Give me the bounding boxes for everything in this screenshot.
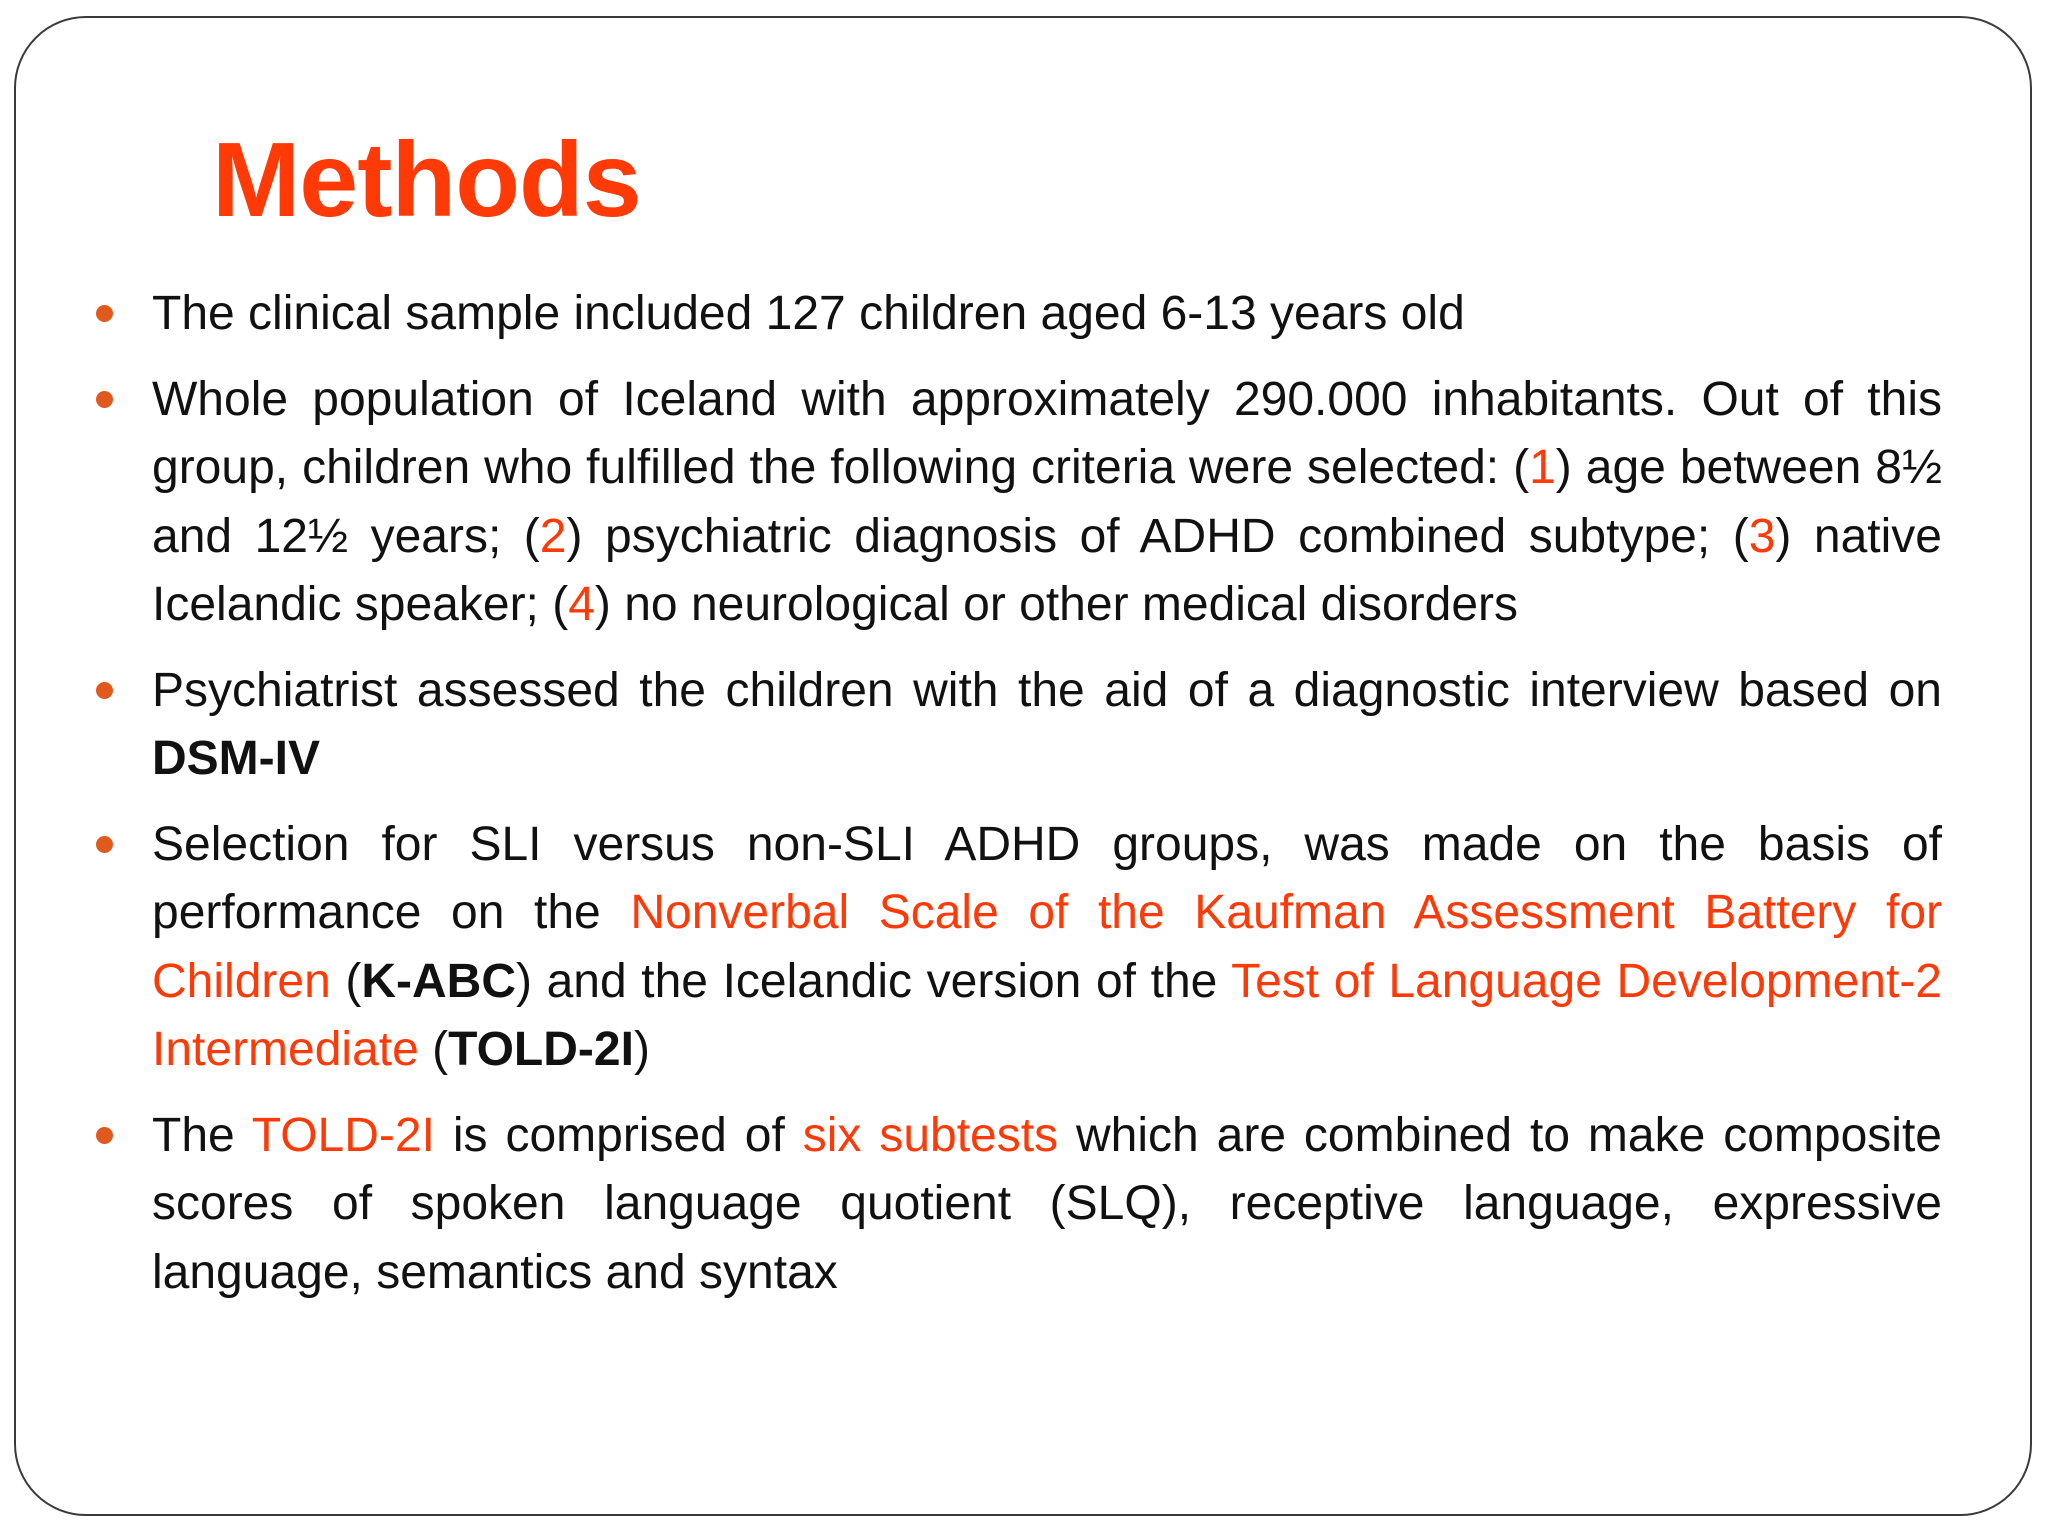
bullet-dot-icon: [96, 1127, 113, 1144]
bullet-dot-icon: [96, 682, 113, 699]
bullet-list: [152, 280, 1942, 1324]
bold-term: TOLD-2I: [448, 1023, 634, 1076]
bullet-text: (: [418, 1023, 449, 1076]
bullet-text: ) no neurological or other medical disorders: [594, 578, 1519, 631]
bullet-text: Psychiatrist assessed the children with the aid of a diagnostic interview based on: [152, 663, 1942, 717]
bullet-text: ): [633, 1023, 650, 1076]
bold-term: K-ABC: [361, 954, 516, 1008]
highlighted-text: Nonverbal Scale of the Kaufman Assessment Battery for Children: [152, 886, 1942, 1008]
slide-title: Methods: [212, 121, 641, 239]
bullet-item: [152, 366, 1942, 640]
bullet-text: ) psychiatric diagnosis of ADHD combined subtype; (: [566, 509, 1749, 563]
bullet-text: is comprised of: [434, 1108, 803, 1162]
bullet-text: ) native Icelandic speaker; (: [152, 509, 1943, 631]
bold-term: DSM-IV: [152, 732, 320, 785]
bullet-text: Whole population of Iceland with approximately 290.000 inhabitants. Out of this group, children who fulfilled the following criteria were selected: (: [152, 372, 1942, 494]
bullet-dot-icon: [96, 836, 113, 853]
bullet-item: [152, 280, 1942, 349]
highlighted-text: 3: [1748, 509, 1776, 563]
bullet-item: [152, 811, 1942, 1085]
highlighted-text: Test of Language Development-2 Intermediate: [152, 954, 1943, 1076]
bullet-text: ) age between 8½ and 12½ years; (: [152, 441, 1942, 563]
bullet-text: The: [152, 1108, 252, 1162]
highlighted-text: six subtests: [802, 1108, 1059, 1162]
highlighted-text: 2: [539, 509, 567, 563]
highlighted-text: 4: [568, 578, 595, 631]
bullet-dot-icon: [96, 391, 113, 408]
bullet-dot-icon: [96, 305, 113, 322]
bullet-text: (: [330, 954, 362, 1008]
bullet-item: [152, 657, 1942, 794]
bullet-text: The clinical sample included 127 children aged 6-13 years old: [152, 287, 1465, 340]
highlighted-text: 1: [1529, 441, 1556, 494]
highlighted-text: TOLD-2I: [251, 1108, 435, 1162]
slide-frame: [14, 16, 2032, 1516]
bullet-text: which are combined to make composite scores of spoken language quotient (SLQ), receptive language, expressive language, semantics and syntax: [152, 1108, 1942, 1299]
bullet-text: ) and the Icelandic version of the: [516, 954, 1232, 1008]
bullet-text: Selection for SLI versus non-SLI ADHD groups, was made on the basis of performance on the: [152, 817, 1942, 939]
bullet-item: [152, 1102, 1942, 1308]
